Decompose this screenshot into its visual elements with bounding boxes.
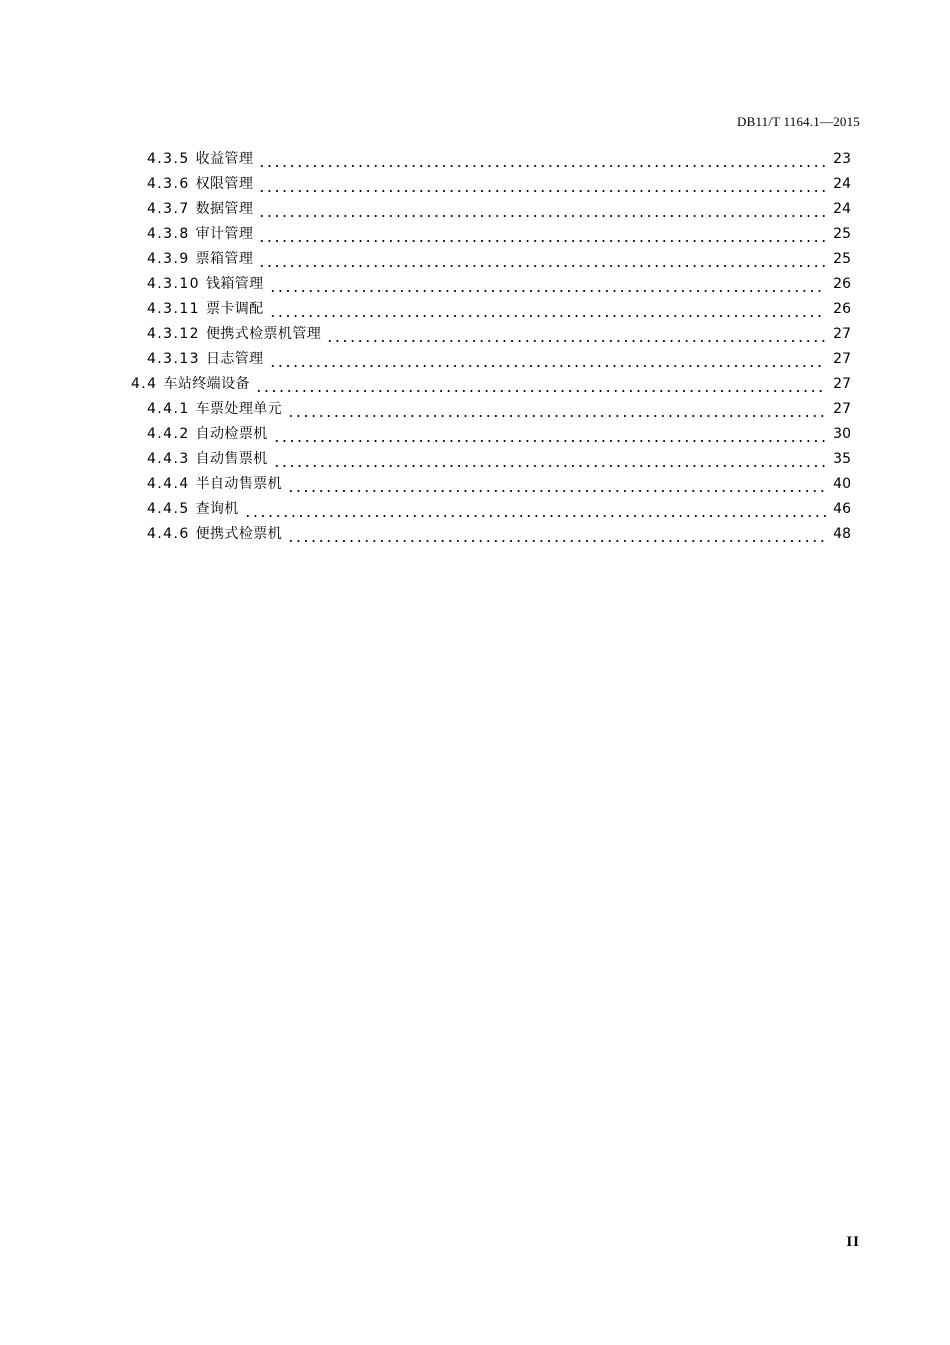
toc-entry-title: 票箱管理 — [195, 251, 254, 267]
toc-entry[interactable] — [0, 272, 950, 297]
toc-entry-page: 30 — [833, 426, 851, 442]
toc-entry[interactable] — [0, 197, 950, 222]
toc-entry-title: 收益管理 — [195, 151, 254, 167]
toc-entry-title: 便携式检票机 — [195, 526, 283, 542]
toc-entry-title: 便携式检票机管理 — [205, 326, 322, 342]
page-number: II — [846, 1234, 860, 1250]
toc-entry-page: 24 — [833, 201, 851, 217]
toc-entry-page: 27 — [833, 351, 851, 367]
toc-entry-title: 权限管理 — [195, 176, 254, 192]
toc-dot-leader — [258, 197, 826, 222]
toc-entry-title: 钱箱管理 — [205, 276, 264, 292]
toc-entry[interactable] — [0, 422, 950, 447]
toc-entry-number: 4.3.10 — [147, 276, 200, 292]
toc-dot-leader — [326, 322, 826, 347]
toc-entry[interactable] — [0, 172, 950, 197]
toc-entry-number: 4.3.12 — [147, 326, 200, 342]
toc-entry-number: 4.4.6 — [147, 526, 190, 542]
toc-entry-title: 半自动售票机 — [195, 476, 283, 492]
toc-dot-leader — [258, 147, 826, 172]
toc-entry-page: 27 — [833, 376, 851, 392]
toc-entry-page: 48 — [833, 526, 851, 542]
toc-entry-page: 24 — [833, 176, 851, 192]
toc-entry-page: 27 — [833, 326, 851, 342]
toc-dot-leader — [255, 372, 826, 397]
toc-entry-number: 4.3.5 — [147, 151, 190, 167]
toc-dot-leader — [269, 272, 826, 297]
toc-entry-number: 4.3.11 — [147, 301, 200, 317]
toc-dot-leader — [258, 172, 826, 197]
toc-dot-leader — [258, 247, 826, 272]
toc-entry[interactable] — [0, 472, 950, 497]
toc-entry[interactable] — [0, 147, 950, 172]
toc-entry[interactable] — [0, 372, 950, 397]
toc-entry[interactable] — [0, 347, 950, 372]
toc-entry-page: 26 — [833, 301, 851, 317]
toc-entry-number: 4.3.9 — [147, 251, 190, 267]
toc-entry[interactable] — [0, 322, 950, 347]
toc-dot-leader — [269, 297, 826, 322]
toc-entry-page: 25 — [833, 251, 851, 267]
toc-entry-page: 27 — [833, 401, 851, 417]
toc-entry[interactable] — [0, 222, 950, 247]
toc-entry-number: 4.3.8 — [147, 226, 190, 242]
toc-entry-title: 审计管理 — [195, 226, 254, 242]
toc-entry-page: 40 — [833, 476, 851, 492]
toc-entry[interactable] — [0, 247, 950, 272]
toc-entry-number: 4.4.2 — [147, 426, 190, 442]
toc-entry[interactable] — [0, 522, 950, 547]
toc-dot-leader — [244, 497, 826, 522]
toc-entry-number: 4.3.7 — [147, 201, 190, 217]
toc-entry-page: 35 — [833, 451, 851, 467]
toc-entry-number: 4.4 — [131, 376, 158, 392]
toc-entry-number: 4.4.4 — [147, 476, 190, 492]
toc-entry-title: 查询机 — [195, 501, 239, 517]
toc-dot-leader — [273, 447, 826, 472]
toc-entry-page: 25 — [833, 226, 851, 242]
toc-dot-leader — [273, 422, 826, 447]
toc-entry-title: 数据管理 — [195, 201, 254, 217]
document-standard-code: DB11/T 1164.1—2015 — [736, 114, 860, 129]
toc-entry-title: 票卡调配 — [205, 301, 264, 317]
toc-entry-title: 自动检票机 — [195, 426, 268, 442]
toc-entry[interactable] — [0, 297, 950, 322]
toc-entry-number: 4.4.3 — [147, 451, 190, 467]
toc-dot-leader — [287, 522, 826, 547]
toc-entry-number: 4.3.13 — [147, 351, 200, 367]
toc-entry-number: 4.4.1 — [147, 401, 190, 417]
table-of-contents — [0, 147, 950, 547]
toc-entry-number: 4.3.6 — [147, 176, 190, 192]
toc-entry[interactable] — [0, 397, 950, 422]
toc-dot-leader — [258, 222, 826, 247]
toc-dot-leader — [269, 347, 826, 372]
toc-entry-number: 4.4.5 — [147, 501, 190, 517]
toc-entry-title: 车票处理单元 — [195, 401, 283, 417]
toc-entry[interactable] — [0, 497, 950, 522]
toc-entry-title: 车站终端设备 — [163, 376, 250, 392]
toc-entry-page: 23 — [833, 151, 851, 167]
toc-entry-title: 自动售票机 — [195, 451, 268, 467]
toc-entry[interactable] — [0, 447, 950, 472]
toc-entry-page: 26 — [833, 276, 851, 292]
toc-dot-leader — [287, 472, 826, 497]
toc-entry-title: 日志管理 — [205, 351, 264, 367]
toc-entry-page: 46 — [833, 501, 851, 517]
toc-dot-leader — [287, 397, 826, 422]
